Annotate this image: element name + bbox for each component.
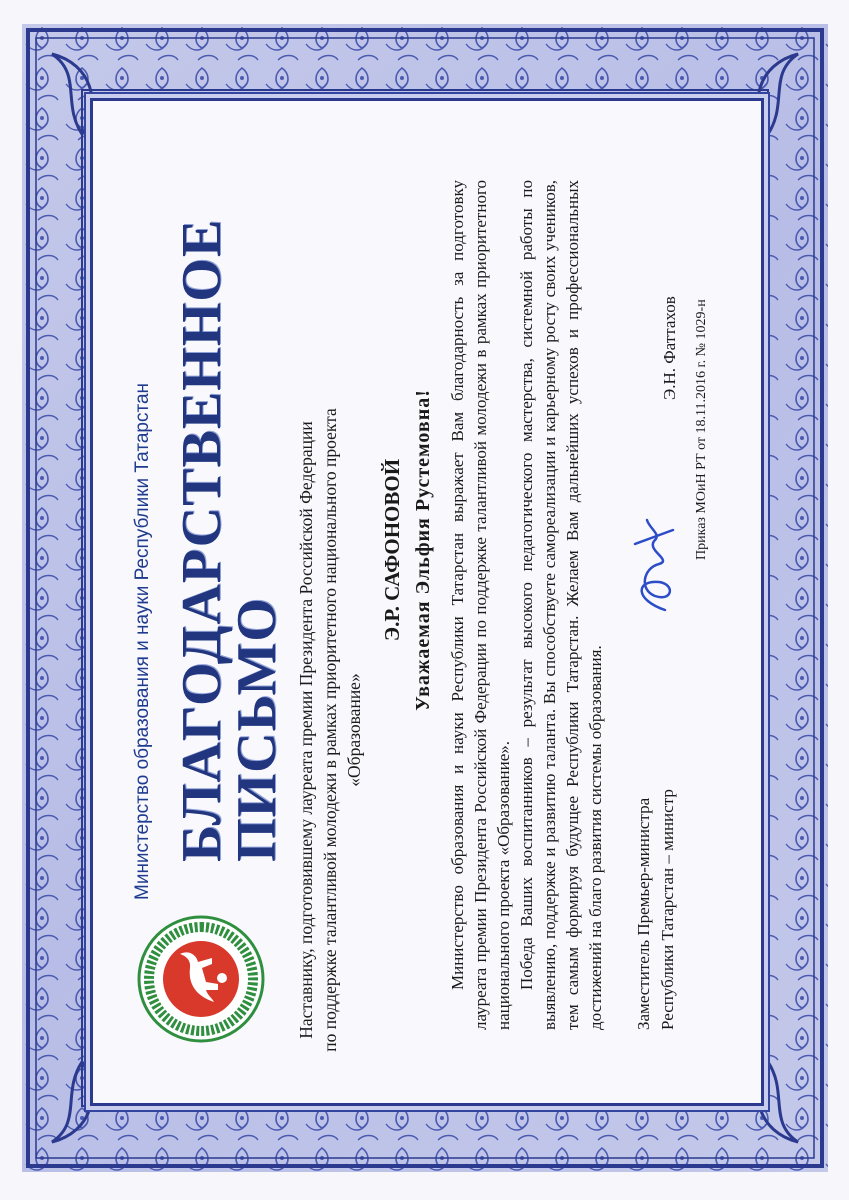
signer-position-line-1: Заместитель Премьер-министра [634,797,653,1030]
signer-name: Э.Н. Фаттахов [660,296,679,400]
body-paragraph-2: Победа Ваших воспитанников – результат высокого педагогического мастерства, системной работы по выявлению, поддержке и развитию таланта. Вы способствуете самореализации и карьерному росту своих учеников, тем самым формируя будущее Республики Татарстан. Желаем Вам дальнейших успехов и профессиональных достижений на благо развития системы образования. [517,180,605,1030]
title-line-2: ПИСЬМО [226,597,288,862]
title-line-1: БЛАГОДАРСТВЕННОЕ [171,218,233,862]
letter-body [446,180,607,1030]
intro-line-2: по поддержке талантливой молодежи в рамках приоритетного национального проекта [320,408,340,1052]
intro-line-1: Наставнику, подготовившему лауреата премии Президента Российской Федерации [296,421,316,1039]
ministry-name: Министерство образования и науки Республики Татарстан [132,382,153,900]
tatarstan-emblem-icon [136,914,266,1044]
signer-position-line-2: Республики Татарстан – министр [658,789,677,1030]
intro-text [294,400,366,1060]
handwritten-signature [625,500,685,620]
order-reference: Приказ МОиН РТ от 18.11.2016 г. № 1029-н [694,299,709,560]
greeting: Уважаемая Эльфия Рустемовна! [412,389,434,711]
certificate-content [90,98,758,1100]
intro-line-3: «Образование» [344,673,364,787]
signer-position [632,730,680,1030]
recipient-name: Э.Р. САФОНОВОЙ [380,458,404,642]
body-paragraph-1: Министерство образования и науки Республики Татарстан выражает Вам благодарность за подготовку лауреата премии Президента Российской Федерации по поддержке талантливой молодежи в рамках приоритетного национального проекта «Образование». [448,180,513,1030]
